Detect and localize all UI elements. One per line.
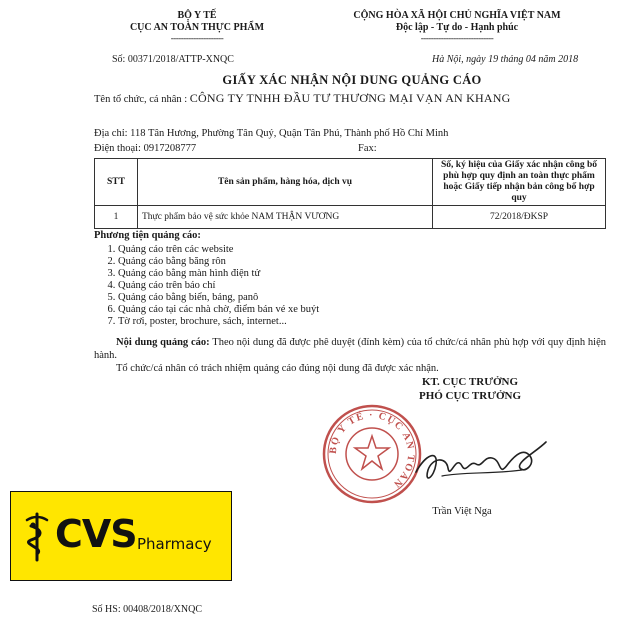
country-name: CỘNG HÒA XÃ HỘI CHỦ NGHĨA VIỆT NAM bbox=[353, 10, 561, 21]
phone-label: Điện thoại: bbox=[94, 143, 144, 154]
place-date: Hà Nội, ngày 19 tháng 04 năm 2018 bbox=[432, 54, 579, 65]
address-label: Địa chỉ: bbox=[94, 128, 131, 139]
list-item: 3. Quảng cáo bằng màn hình điện tử bbox=[118, 268, 319, 280]
list-item: 1. Quảng cáo trên các website bbox=[118, 244, 319, 256]
list-item: 4. Quảng cáo trên báo chí bbox=[118, 280, 319, 292]
list-item: 6. Quảng cáo tại các nhà chờ, điểm bán vé xe buýt bbox=[118, 304, 319, 316]
table-header-row bbox=[95, 159, 606, 206]
document-title: GIẤY XÁC NHẬN NỘI DUNG QUẢNG CÁO bbox=[222, 73, 482, 87]
handwritten-signature bbox=[412, 434, 552, 494]
phone-value: 0917208777 bbox=[143, 143, 197, 154]
document-number: Số: 00371/2018/ATTP-XNQC bbox=[112, 54, 234, 65]
agency-name: CỤC AN TOÀN THỰC PHẨM bbox=[129, 22, 265, 33]
org-line bbox=[94, 92, 599, 107]
signature-titles bbox=[360, 375, 580, 403]
address-value: 118 Tân Hương, Phường Tân Quý, Quận Tân Phú, Thành phố Hồ Chí Minh bbox=[130, 128, 449, 139]
org-name: CÔNG TY TNHH ĐẦU TƯ THƯƠNG MẠI VẠN AN KHANG bbox=[189, 91, 511, 105]
content-paragraph bbox=[94, 336, 606, 362]
media-heading bbox=[94, 230, 201, 243]
list-item: 2. Quảng cáo bằng băng rôn bbox=[118, 256, 319, 268]
svg-text:BỘ Y TẾ · CỤC AN TOÀN bbox=[327, 409, 416, 490]
table-row bbox=[95, 206, 606, 229]
ministry-name: BỘ Y TẾ bbox=[177, 10, 217, 21]
sign-title-1: KT. CỤC TRƯỞNG bbox=[421, 376, 519, 388]
issuer-header bbox=[102, 10, 292, 43]
content-text: Theo nội dung đã được phê duyệt (đính kèm) của tổ chức/cá nhân phù hợp với quy định hiện hành. bbox=[94, 337, 606, 361]
table-header-cert: Số, ký hiệu của Giấy xác nhận công bố phù hợp quy định an toàn thực phẩm hoặc Giấy tiếp nhận bản công bố hợp quy bbox=[433, 159, 606, 206]
list-item: 5. Quảng cáo bằng biển, bảng, panô bbox=[118, 292, 319, 304]
national-motto: Độc lập - Tự do - Hạnh phúc bbox=[395, 22, 519, 33]
caduceus-icon bbox=[23, 510, 51, 562]
list-item: 7. Tờ rơi, poster, brochure, sách, internet... bbox=[118, 316, 319, 328]
fax-label: Fax: bbox=[358, 143, 377, 154]
seal-text: BỘ Y TẾ · CỤC AN TOÀN bbox=[327, 409, 417, 491]
table-header-product: Tên sản phẩm, hàng hóa, dịch vụ bbox=[138, 159, 433, 206]
header-rule: ----------------------------- bbox=[420, 33, 494, 43]
phone-line bbox=[94, 143, 196, 156]
cvs-wordmark: CVS bbox=[55, 512, 137, 556]
national-header bbox=[307, 10, 607, 43]
document-page bbox=[92, 8, 612, 524]
cvs-pharmacy-badge bbox=[10, 491, 232, 581]
header-rule: --------------------- bbox=[170, 33, 224, 43]
row-product: Thực phẩm bảo vệ sức khỏe NAM THẬN VƯƠNG bbox=[138, 206, 433, 229]
responsibility-text: Tổ chức/cá nhân có trách nhiệm quảng cáo đúng nội dung đã được xác nhận. bbox=[116, 363, 439, 374]
product-table bbox=[94, 158, 606, 229]
signer-name: Trần Việt Nga bbox=[432, 506, 492, 517]
table-header-stt: STT bbox=[95, 159, 138, 206]
row-cert: 72/2018/ĐKSP bbox=[433, 206, 606, 229]
media-list bbox=[94, 244, 319, 328]
row-stt: 1 bbox=[95, 206, 138, 229]
pharmacy-wordmark: Pharmacy bbox=[137, 535, 212, 553]
official-seal bbox=[320, 402, 424, 506]
media-label: Phương tiện quảng cáo: bbox=[94, 230, 201, 241]
org-label: Tên tổ chức, cá nhân : bbox=[94, 94, 190, 105]
address-line bbox=[94, 128, 448, 141]
sign-title-2: PHÓ CỤC TRƯỞNG bbox=[418, 390, 522, 402]
content-label: Nội dung quảng cáo: bbox=[116, 337, 210, 348]
dossier-number: Số HS: 00408/2018/XNQC bbox=[92, 604, 203, 615]
